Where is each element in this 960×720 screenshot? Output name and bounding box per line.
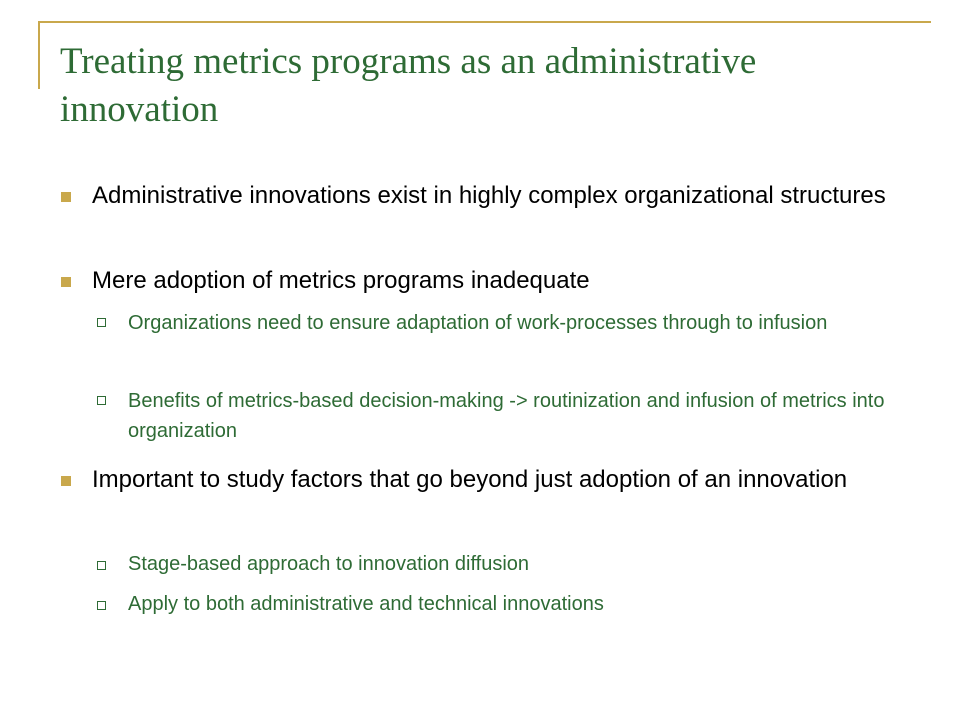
bullet-text: Mere adoption of metrics programs inadequate (92, 267, 590, 294)
title-frame-left-rule (38, 21, 40, 89)
sub-bullet-text: Organizations need to ensure adaptation of work-processes through to infusion (128, 312, 828, 334)
bullet-text: Important to study factors that go beyond just adoption of an innovation (92, 466, 848, 493)
square-bullet-icon (61, 192, 71, 202)
hollow-square-bullet-icon (97, 396, 106, 405)
slide-title: Treating metrics programs as an administrative innovation (60, 41, 757, 130)
hollow-square-bullet-icon (97, 601, 106, 610)
hollow-square-bullet-icon (97, 318, 106, 327)
square-bullet-icon (61, 277, 71, 287)
sub-bullet-text: Benefits of metrics-based decision-making -> routinization and infusion of metrics into organization (128, 390, 885, 442)
hollow-square-bullet-icon (97, 561, 106, 570)
square-bullet-icon (61, 476, 71, 486)
bullet-text: Administrative innovations exist in highly complex organizational structures (92, 182, 886, 209)
title-frame-top-rule (38, 21, 931, 23)
sub-bullet-text: Stage-based approach to innovation diffusion (128, 553, 530, 575)
sub-bullet-text: Apply to both administrative and technical innovations (128, 593, 604, 615)
